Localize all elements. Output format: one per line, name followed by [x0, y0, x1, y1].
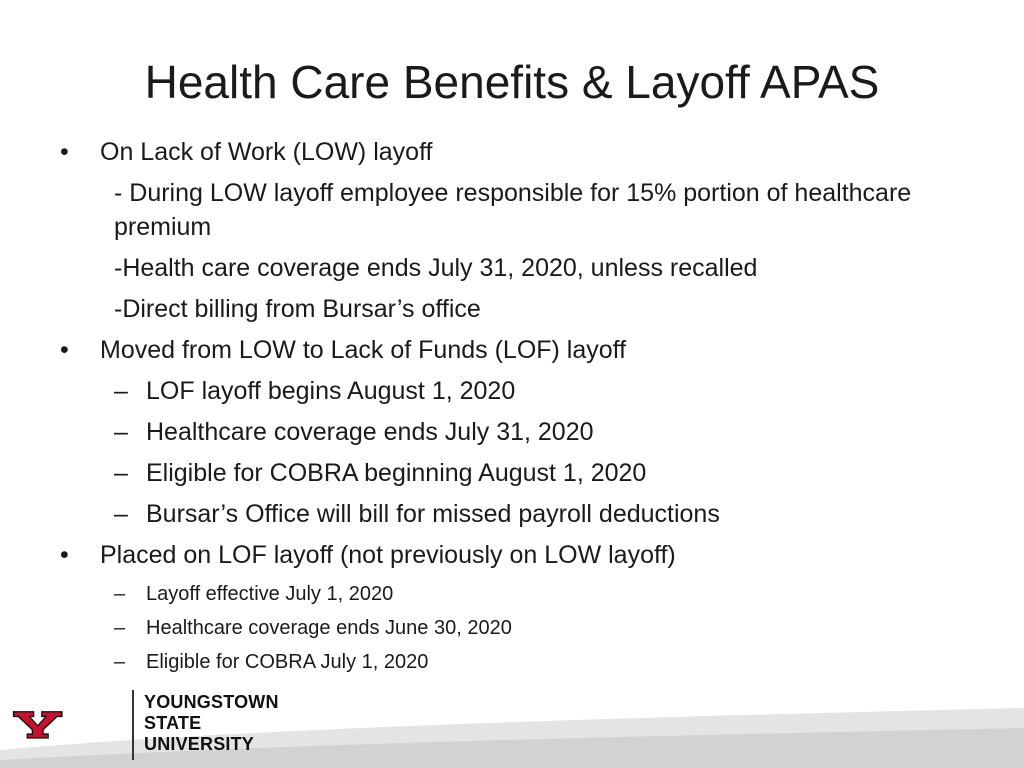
- note-low-premium: - During LOW layoff employee responsible for 15% portion of healthcare premium: [114, 179, 912, 241]
- logo-divider: [132, 690, 134, 760]
- dash-icon: –: [114, 500, 128, 528]
- list-item: Healthcare coverage ends June 30, 2020: [146, 617, 512, 639]
- dash-icon: –: [114, 651, 126, 673]
- dash-icon: –: [114, 377, 128, 405]
- section-heading-low: On Lack of Work (LOW) layoff: [100, 138, 433, 166]
- section-heading-low-to-lof: Moved from LOW to Lack of Funds (LOF) layoff: [100, 336, 627, 364]
- page-title: Health Care Benefits & Layoff APAS: [144, 56, 880, 108]
- dash-icon: –: [114, 583, 126, 605]
- bullet-icon: •: [60, 541, 69, 569]
- note-low-billing: -Direct billing from Bursar’s office: [114, 295, 481, 323]
- list-item: Eligible for COBRA July 1, 2020: [146, 651, 429, 673]
- list-item: LOF layoff begins August 1, 2020: [146, 377, 516, 405]
- ysu-y-logo-icon: [12, 688, 132, 760]
- section-heading-lof: Placed on LOF layoff (not previously on LOW layoff): [100, 541, 676, 569]
- wordmark-line-1: YOUNGSTOWN: [144, 692, 279, 712]
- dash-icon: –: [114, 459, 128, 487]
- note-low-coverage: -Health care coverage ends July 31, 2020, unless recalled: [114, 254, 758, 282]
- dash-icon: –: [114, 418, 128, 446]
- list-item: Layoff effective July 1, 2020: [146, 583, 394, 605]
- list-item: Eligible for COBRA beginning August 1, 2020: [146, 459, 647, 487]
- list-item: Bursar’s Office will bill for missed payroll deductions: [146, 500, 720, 528]
- dash-icon: –: [114, 617, 126, 639]
- university-wordmark: [144, 692, 279, 755]
- list-item: Healthcare coverage ends July 31, 2020: [146, 418, 594, 446]
- wordmark-line-2: STATE: [144, 713, 202, 733]
- wordmark-line-3: UNIVERSITY: [144, 734, 255, 754]
- bullet-icon: •: [60, 336, 69, 364]
- bullet-icon: •: [60, 138, 69, 166]
